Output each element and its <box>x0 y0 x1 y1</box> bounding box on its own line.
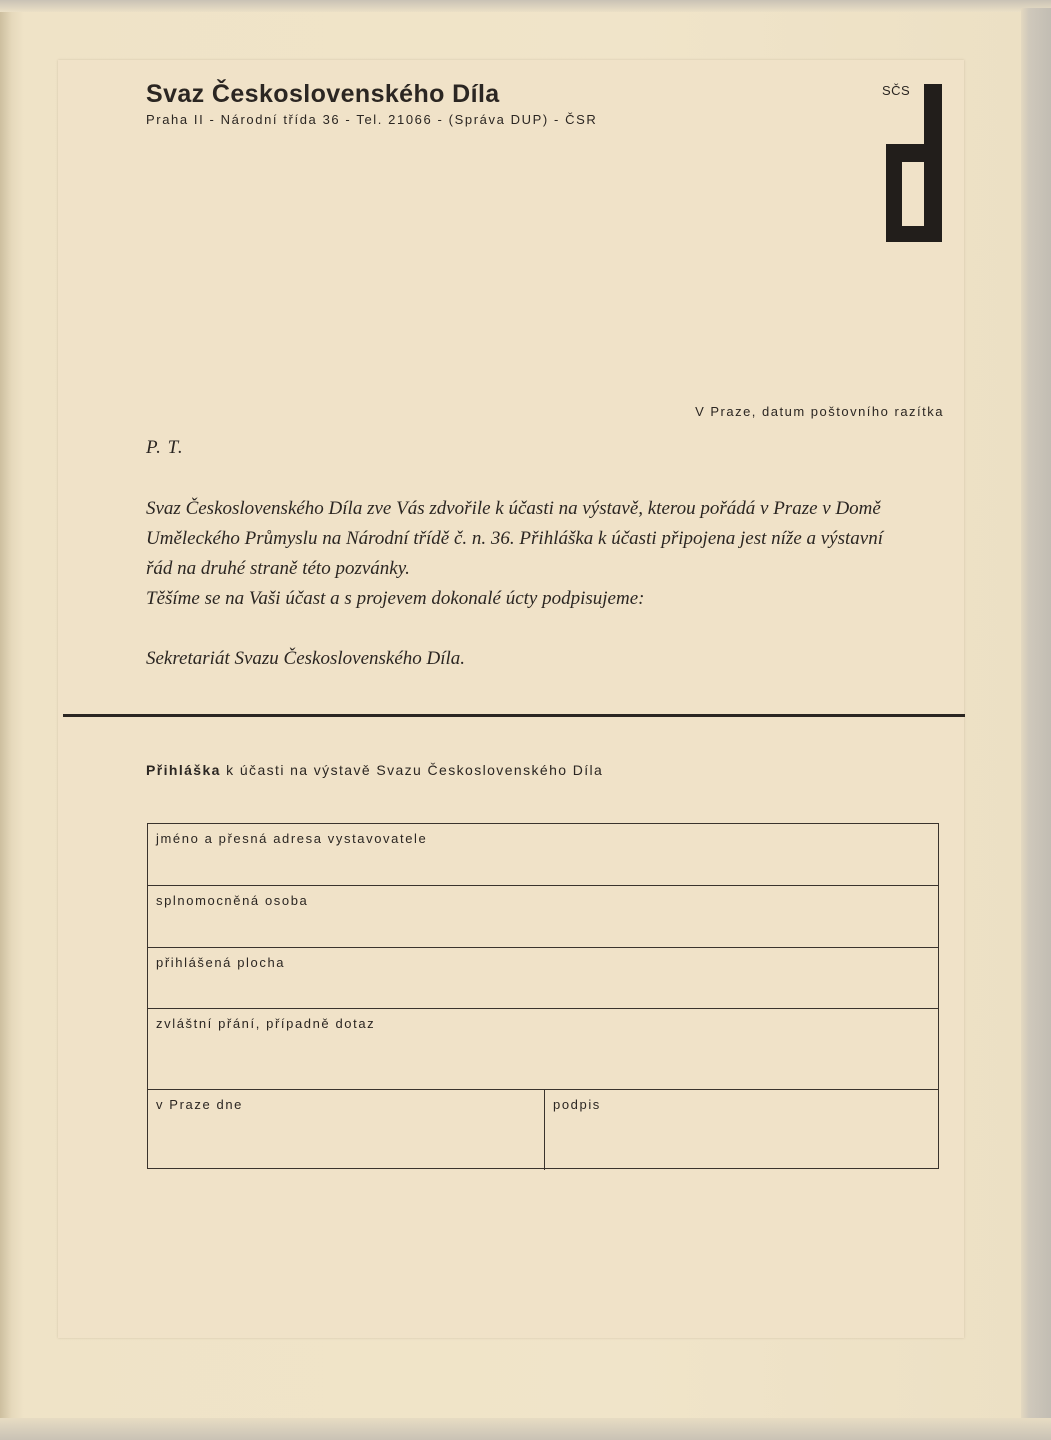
signature-label: podpis <box>553 1097 601 1112</box>
form-heading-bold: Přihláška <box>146 762 221 778</box>
salutation: P. T. <box>146 437 184 458</box>
secretariat-signature: Sekretariát Svazu Československého Díla. <box>146 648 466 669</box>
registered-area-field[interactable] <box>148 948 938 1009</box>
name-address-label: jméno a přesná adresa vystavovatele <box>156 831 428 846</box>
place-date-field[interactable] <box>148 1090 544 1168</box>
board-bottom-edge <box>0 1418 1051 1440</box>
logo-label: SČS <box>882 83 911 98</box>
form-heading-text: k účasti na výstavě Svazu Československého Díla <box>220 762 604 778</box>
registration-form <box>147 823 939 1169</box>
authorized-person-field[interactable] <box>148 886 938 948</box>
letter-d-logo-icon <box>878 84 948 244</box>
organization-address: Praha II - Národní třída 36 - Tel. 21066 - (Správa DUP) - ČSR <box>146 112 598 127</box>
invitation-line: Těšíme se na Vaši účast a s projevem dokonalé úcty podpisujeme: <box>146 588 645 609</box>
organization-title: Svaz Československého Díla <box>146 80 500 108</box>
authorized-person-label: splnomocněná osoba <box>156 893 309 908</box>
special-wishes-field[interactable] <box>148 1009 938 1090</box>
board-right-edge <box>1021 8 1051 1428</box>
name-address-field[interactable] <box>148 824 938 886</box>
date-postmark-line: V Praze, datum poštovního razítka <box>695 404 944 419</box>
registration-form-heading <box>146 762 603 778</box>
registered-area-label: přihlášená plocha <box>156 955 286 970</box>
place-date-label: v Praze dne <box>156 1097 243 1112</box>
cut-line-divider <box>63 714 965 717</box>
special-wishes-label: zvláštní přání, případně dotaz <box>156 1016 376 1031</box>
board-top-edge <box>0 0 1051 12</box>
invitation-line: Uměleckého Průmyslu na Národní třídě č. n. 36. Přihláška k účasti připojena jest níže a výstavní <box>146 528 884 549</box>
invitation-line: Svaz Československého Díla zve Vás zdvořile k účasti na výstavě, kterou pořádá v Praze v Domě <box>146 498 881 519</box>
signature-field[interactable] <box>545 1090 938 1168</box>
invitation-line: řád na druhé straně této pozvánky. <box>146 558 410 579</box>
invitation-text <box>146 494 946 614</box>
